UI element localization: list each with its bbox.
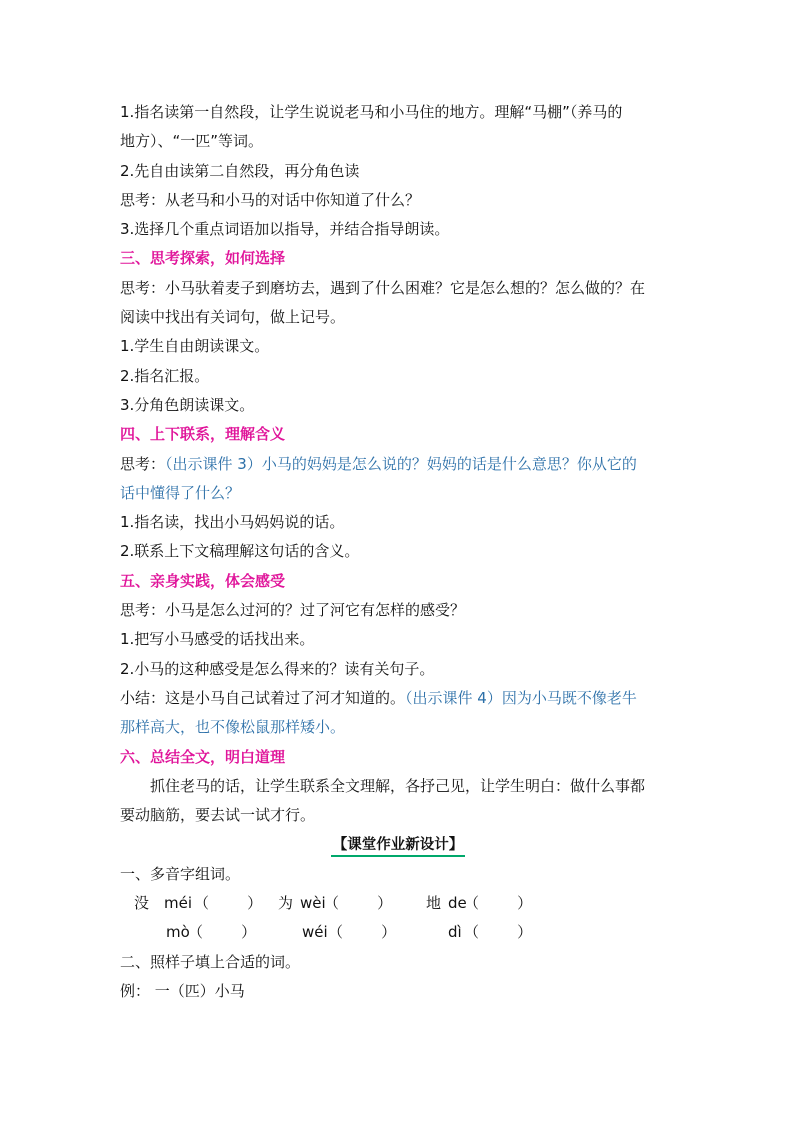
section-5-heading: 五、亲身实践，体会感受 <box>120 571 286 590</box>
courseware-3-text: （出示课件 3）小马的妈妈是怎么说的？妈妈的话是什么意思？你从它的 <box>165 454 637 473</box>
homework-title: 【课堂作业新设计】 <box>331 835 466 857</box>
section-5-step-2: 2.小马的这种感受是怎么得来的？读有关句子。 <box>120 659 435 678</box>
section-5-summary-line-1 <box>120 684 676 713</box>
section-3-think-line-1: 思考：小马驮着麦子到磨坊去，遇到了什么困难？它是怎么想的？怎么做的？在 <box>120 278 646 297</box>
section-5-think: 思考：小马是怎么过河的？过了河它有怎样的感受？ <box>120 601 466 620</box>
pinyin-wei2: wéi <box>302 923 328 942</box>
section-3-step-3: 3.分角色朗读课文。 <box>120 395 255 414</box>
char-wei: 为 <box>278 894 294 913</box>
pinyin-di: dì <box>448 923 462 942</box>
section-6-para-line-2: 要动脑筋，要去试一试才行。 <box>120 806 316 825</box>
document-page <box>120 98 676 1006</box>
step-1-line-1: 1.指名读第一自然段，让学生说说老马和小马住的地方。理解“马棚”（养马的 <box>120 103 623 121</box>
step-3: 3.选择几个重点词语加以指导，并结合指导朗读。 <box>120 220 450 239</box>
pinyin-mei: méi <box>164 894 193 913</box>
step-1-line-2: 地方）、“一匹”等词。 <box>120 132 264 151</box>
step-2: 2.先自由读第二自然段，再分角色读 <box>120 161 360 180</box>
blank-mo: （ ） <box>188 923 257 942</box>
homework-title-row <box>120 830 676 859</box>
section-3-step-2: 2.指名汇报。 <box>120 366 210 385</box>
think-dialogue: 思考：从老马和小马的对话中你知道了什么？ <box>120 190 421 209</box>
blank-wei4: （ ） <box>324 894 393 913</box>
think-label: 思考： <box>120 454 166 473</box>
courseware-4-text: （出示课件 4）因为小马既不像老牛 <box>405 688 637 707</box>
char-de: 地 <box>426 894 442 913</box>
pinyin-de: de <box>448 894 467 913</box>
pinyin-mo: mò <box>166 923 190 942</box>
section-6-heading: 六、总结全文，明白道理 <box>120 747 286 766</box>
section-4-step-1: 1.指名读，找出小马妈妈说的话。 <box>120 513 345 532</box>
char-mei: 没 <box>134 894 150 913</box>
blank-di: （ ） <box>464 923 533 942</box>
question-2: 二、照样子填上合适的词。 <box>120 952 301 971</box>
example-line: 例： 一（匹）小马 <box>120 981 245 1000</box>
blank-wei2: （ ） <box>328 923 397 942</box>
question-1: 一、多音字组词。 <box>120 864 241 883</box>
section-4-step-2: 2.联系上下文稿理解这句话的含义。 <box>120 542 360 561</box>
polyphone-row-2 <box>120 918 676 947</box>
section-5-step-1: 1.把写小马感受的话找出来。 <box>120 630 315 649</box>
summary-text: 小结：这是小马自己试着过了河才知道的。 <box>120 688 406 707</box>
section-4-think-line-2: 话中懂得了什么？ <box>120 483 241 502</box>
section-3-step-1: 1.学生自由朗读课文。 <box>120 337 270 356</box>
section-6-para-line-1: 抓住老马的话，让学生联系全文理解，各抒己见，让学生明白：做什么事都 <box>150 776 646 795</box>
section-4-think-line-1 <box>120 450 676 479</box>
blank-mei: （ ） <box>194 894 263 913</box>
section-3-heading: 三、思考探索，如何选择 <box>120 249 286 268</box>
blank-de: （ ） <box>464 894 533 913</box>
section-4-heading: 四、上下联系，理解含义 <box>120 425 286 444</box>
pinyin-wei4: wèi <box>300 894 326 913</box>
section-5-summary-line-2: 那样高大，也不像松鼠那样矮小。 <box>120 718 346 737</box>
section-3-think-line-2: 阅读中找出有关词句，做上记号。 <box>120 308 346 327</box>
polyphone-row-1 <box>120 889 676 918</box>
